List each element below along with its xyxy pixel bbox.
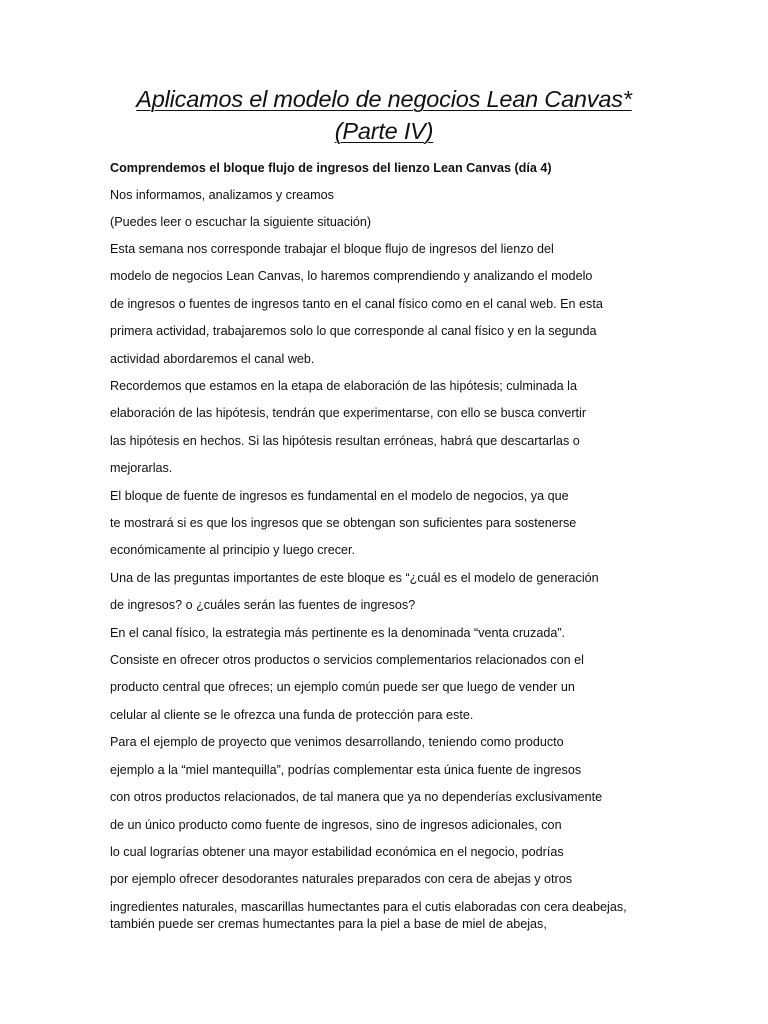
paragraph-line: ingredientes naturales, mascarillas humectantes para el cutis elaboradas con cera deabejas, (110, 900, 627, 914)
paragraph-line: actividad abordaremos el canal web. (110, 352, 315, 366)
paragraph-line: Nos informamos, analizamos y creamos (110, 188, 334, 202)
paragraph-line: de ingresos? o ¿cuáles serán las fuentes de ingresos? (110, 598, 416, 612)
paragraph-line: primera actividad, trabajaremos solo lo que corresponde al canal físico y en la segunda (110, 324, 597, 338)
paragraph-line: elaboración de las hipótesis, tendrán que experimentarse, con ello se busca convertir (110, 406, 587, 420)
paragraph-line: ejemplo a la “miel mantequilla”, podrías complementar esta única fuente de ingresos (110, 763, 582, 777)
paragraph-line: las hipótesis en hechos. Si las hipótesis resultan erróneas, habrá que descartarlas o (110, 434, 580, 448)
paragraph-line: también puede ser cremas humectantes para la piel a base de miel de abejas, (110, 917, 547, 931)
paragraph-line: (Puedes leer o escuchar la siguiente situación) (110, 215, 372, 229)
paragraph-line: de ingresos o fuentes de ingresos tanto en el canal físico como en el canal web. En esta (110, 297, 603, 311)
paragraph-line: con otros productos relacionados, de tal manera que ya no dependerías exclusivamente (110, 790, 603, 804)
paragraph-line: Esta semana nos corresponde trabajar el bloque flujo de ingresos del lienzo del (110, 242, 554, 256)
paragraph-line: El bloque de fuente de ingresos es fundamental en el modelo de negocios, ya que (110, 489, 569, 503)
paragraph-line: Para el ejemplo de proyecto que venimos desarrollando, teniendo como producto (110, 735, 564, 749)
document-title-part: (Parte IV) (334, 118, 434, 144)
paragraph-line: Recordemos que estamos en la etapa de elaboración de las hipótesis; culminada la (110, 379, 577, 393)
paragraph-line: lo cual lograrías obtener una mayor estabilidad económica en el negocio, podrías (110, 845, 564, 859)
paragraph-line: de un único producto como fuente de ingresos, sino de ingresos adicionales, con (110, 818, 562, 832)
section-heading: Comprendemos el bloque flujo de ingresos del lienzo Lean Canvas (día 4) (110, 161, 552, 175)
document-title: Aplicamos el modelo de negocios Lean Canvas* (136, 86, 632, 112)
paragraph-line: económicamente al principio y luego crecer. (110, 543, 356, 557)
paragraph-line: Consiste en ofrecer otros productos o servicios complementarios relacionados con el (110, 653, 584, 667)
paragraph-line: En el canal físico, la estrategia más pertinente es la denominada “venta cruzada”. (110, 626, 566, 640)
paragraph-line: modelo de negocios Lean Canvas, lo haremos comprendiendo y analizando el modelo (110, 269, 593, 283)
paragraph-line: por ejemplo ofrecer desodorantes naturales preparados con cera de abejas y otros (110, 872, 573, 886)
paragraph-line: celular al cliente se le ofrezca una funda de protección para este. (110, 708, 474, 722)
paragraph-line: Una de las preguntas importantes de este bloque es “¿cuál es el modelo de generación (110, 571, 599, 585)
paragraph-line: producto central que ofreces; un ejemplo común puede ser que luego de vender un (110, 680, 575, 694)
paragraph-line: te mostrará si es que los ingresos que se obtengan son suficientes para sostenerse (110, 516, 577, 530)
paragraph-line: mejorarlas. (110, 461, 173, 475)
